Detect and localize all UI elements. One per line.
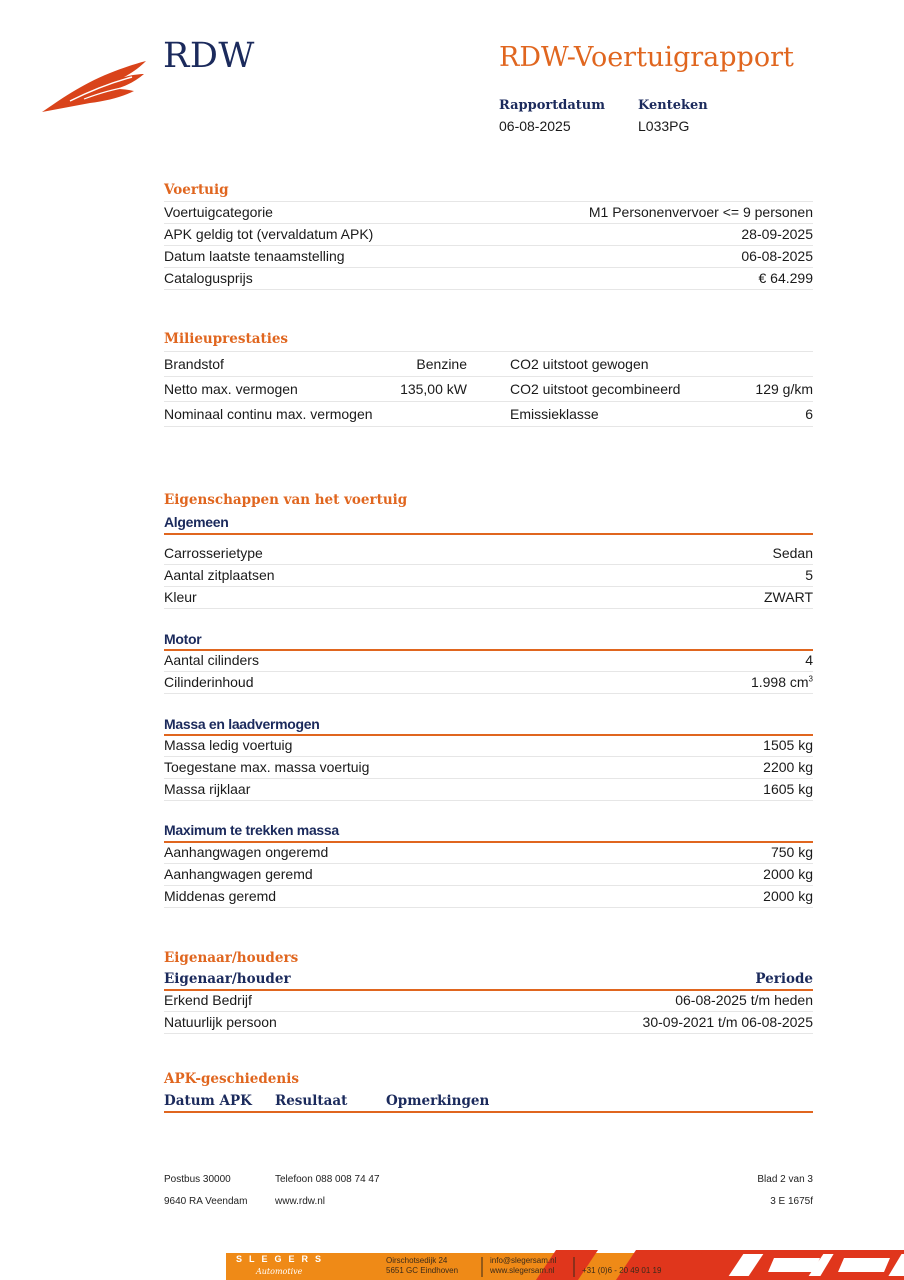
row-label: Aanhangwagen geremd [164,866,313,882]
footer-postbus: Postbus 30000 [164,1174,231,1185]
dealer-email-link[interactable]: info@slegersam.nl [490,1256,557,1265]
table-row [164,377,813,402]
section-apk-title: APK-geschiedenis [164,1071,299,1087]
dealer-web-link[interactable]: www.slegersam.nl [490,1266,555,1275]
row-label: Kleur [164,589,197,605]
dealer-banner [226,1250,904,1280]
row-value: 135,00 kW [400,381,467,397]
row-value: 129 g/km [755,381,813,397]
trekken-table [164,842,813,908]
table-row [164,672,813,694]
row-value: 06-08-2025 [741,248,813,264]
massa-table [164,735,813,801]
subsection-trekken-title: Maximum te trekken massa [164,822,339,838]
report-title: RDW-Voertuigrapport [499,42,794,73]
row-value: 1605 kg [763,781,813,797]
row-label: Catalogusprijs [164,270,253,286]
row-value: Benzine [416,356,467,372]
table-row [164,246,813,268]
table-row [164,202,813,224]
row-label: Natuurlijk persoon [164,1014,277,1030]
row-label: Aanhangwagen ongeremd [164,844,329,860]
row-value: 06-08-2025 t/m heden [675,992,813,1008]
row-value: 2200 kg [763,759,813,775]
row-value: ZWART [764,589,813,605]
table-row [164,543,813,565]
column-header-periode: Periode [755,971,813,987]
row-label: Carrosserietype [164,545,263,561]
rapportdatum-label: Rapportdatum [499,98,605,113]
rapportdatum-value: 06-08-2025 [499,118,571,134]
table-row [164,990,813,1012]
row-value: 6 [805,406,813,422]
column-header-resultaat: Resultaat [275,1093,348,1109]
table-row [164,1012,813,1034]
table-row [164,402,813,427]
unit-superscript: 3 [808,674,813,684]
dealer-address-line2: 5651 GC Eindhoven [386,1266,459,1275]
algemeen-table [164,543,813,609]
footer-website-link[interactable]: www.rdw.nl [275,1196,326,1207]
row-value: 1505 kg [763,737,813,753]
dealer-brand: SLEGERS [236,1254,329,1264]
row-label: Voertuigcategorie [164,204,273,220]
column-header-datum-apk: Datum APK [164,1093,252,1109]
table-row [164,886,813,908]
row-label: Cilinderinhoud [164,674,254,690]
row-value: 30-09-2021 t/m 06-08-2025 [642,1014,813,1030]
table-row [164,735,813,757]
section-voertuig-title: Voertuig [164,182,229,198]
table-row [164,757,813,779]
row-value: 2000 kg [763,888,813,904]
row-label: Emissieklasse [510,406,599,422]
table-row [164,352,813,377]
row-label: Netto max. vermogen [164,381,298,397]
table-row [164,779,813,801]
subsection-algemeen-title: Algemeen [164,514,229,530]
section-milieu-title: Milieuprestaties [164,331,289,347]
table-row [164,864,813,886]
footer-page-number: Blad 2 van 3 [757,1174,813,1185]
footer-document-code: 3 E 1675f [770,1196,813,1207]
footer-postcode: 9640 RA Veendam [164,1196,248,1207]
section-eigenaar-title: Eigenaar/houders [164,950,299,966]
table-row [164,650,813,672]
row-label: Datum laatste tenaamstelling [164,248,345,264]
section-eigenschappen-title: Eigenschappen van het voertuig [164,492,408,508]
divider [164,1111,813,1113]
table-row [164,842,813,864]
row-value: Sedan [772,545,813,561]
subsection-motor-title: Motor [164,631,202,647]
logo-text: RDW [163,36,255,76]
row-label: Brandstof [164,356,224,372]
row-label: Middenas geremd [164,888,277,904]
table-row [164,268,813,290]
table-row [164,565,813,587]
row-label: APK geldig tot (vervaldatum APK) [164,226,374,242]
row-label: Erkend Bedrijf [164,992,252,1008]
motor-table [164,650,813,694]
table-row [164,587,813,609]
row-label: Nominaal continu max. vermogen [164,406,373,422]
row-label: Toegestane max. massa voertuig [164,759,370,775]
kenteken-label: Kenteken [638,98,708,113]
dealer-address-line1: Oirschotsedijk 24 [386,1256,448,1265]
divider [164,533,813,535]
table-row [164,224,813,246]
row-label: Massa ledig voertuig [164,737,293,753]
row-value: 28-09-2025 [741,226,813,242]
row-label: CO2 uitstoot gewogen [510,356,649,372]
milieu-table [164,351,813,427]
column-header-opmerkingen: Opmerkingen [386,1093,490,1109]
eigenaar-table [164,990,813,1034]
row-value: 750 kg [770,844,813,860]
row-value: 5 [805,567,813,583]
row-value: € 64.299 [758,270,813,286]
row-value: 2000 kg [763,866,813,882]
column-header-eigenaar: Eigenaar/houder [164,971,291,987]
row-label: Aantal zitplaatsen [164,567,275,583]
dealer-tagline: Automotive [256,1267,303,1276]
row-label: CO2 uitstoot gecombineerd [510,381,681,397]
row-label: Massa rijklaar [164,781,251,797]
row-label: Aantal cilinders [164,652,259,668]
subsection-massa-title: Massa en laadvermogen [164,716,320,732]
footer-telefoon: Telefoon 088 008 74 47 [275,1174,380,1185]
rdw-logo-icon [40,55,150,115]
row-value [751,672,813,693]
kenteken-value: L033PG [638,118,690,134]
voertuig-table [164,201,813,290]
dealer-phone: +31 (0)6 - 20 49 01 19 [582,1266,662,1275]
cilinderinhoud-value: 1.998 cm [750,674,809,690]
row-value: 4 [805,652,813,668]
row-value: M1 Personenvervoer <= 9 personen [588,204,813,220]
